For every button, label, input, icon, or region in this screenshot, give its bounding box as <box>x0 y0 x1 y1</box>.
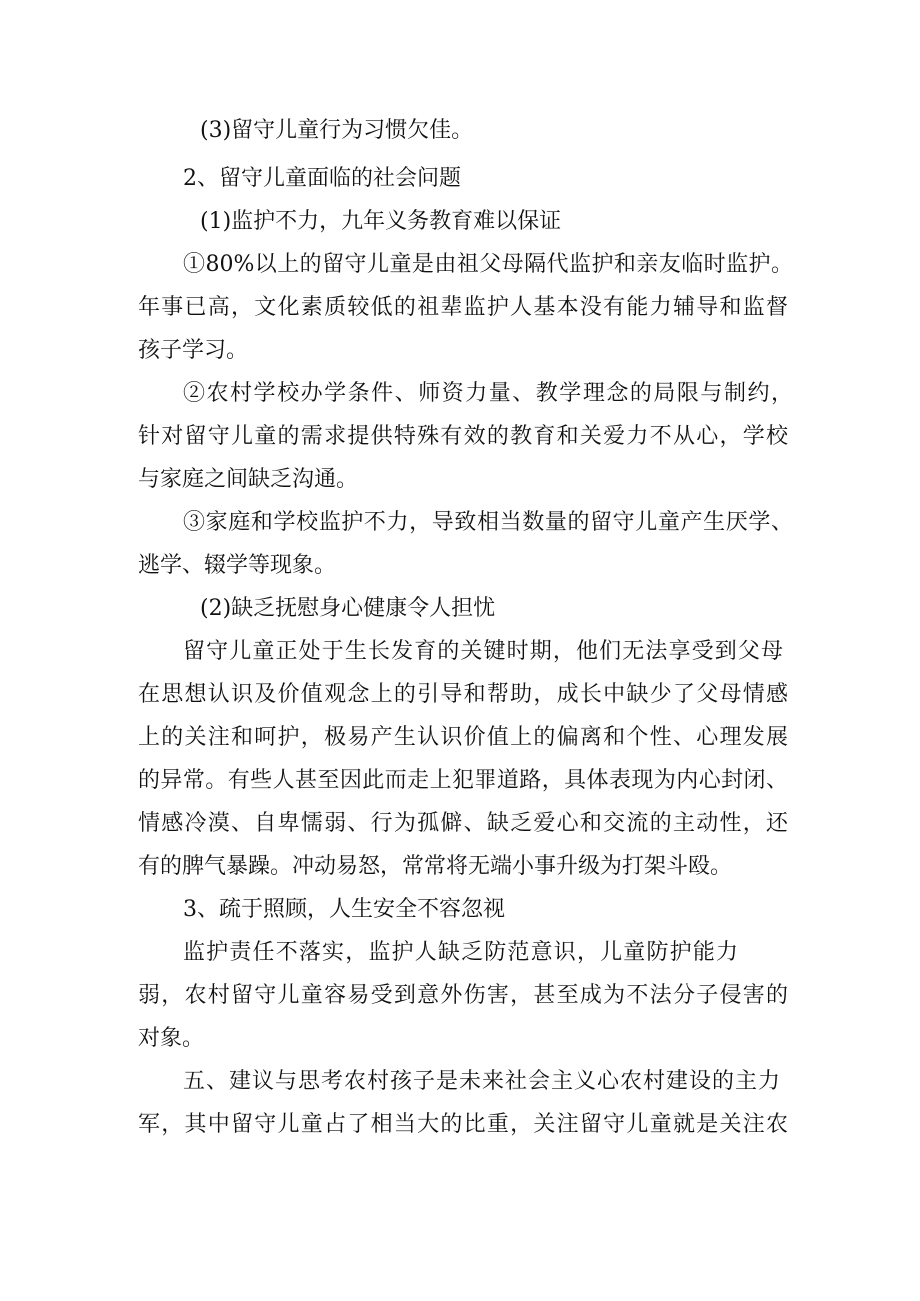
paragraph-line: 有的脾气暴躁。冲动易怒，常常将无端小事升级为打架斗殴。 <box>138 854 733 879</box>
item-3-heading: (3)留守儿童行为习惯欠佳。 <box>200 118 474 143</box>
paragraph-line: 军，其中留守儿童占了相当大的比重，关注留守儿童就是关注农 <box>138 1112 788 1137</box>
paragraph-line: 年事已高，文化素质较低的祖辈监护人基本没有能力辅导和监督 <box>138 295 788 320</box>
paragraph-line: 留守儿童正处于生长发育的关键时期，他们无法享受到父母 <box>183 639 783 664</box>
paragraph-line: ②农村学校办学条件、师资力量、教学理念的局限与制约， <box>183 381 793 406</box>
paragraph-line: ③家庭和学校监护不力，导致相当数量的留守儿童产生厌学、 <box>183 510 793 535</box>
section-3-heading: 3、疏于照顾，人生安全不容忽视 <box>183 897 505 922</box>
paragraph-line: 上的关注和呵护，极易产生认识价值上的偏离和个性、心理发展 <box>138 725 788 750</box>
paragraph-line: 逃学、辍学等现象。 <box>138 553 337 578</box>
paragraph-line: 弱，农村留守儿童容易受到意外伤害，甚至成为不法分子侵害的 <box>138 983 788 1008</box>
paragraph-line: 对象。 <box>138 1026 205 1051</box>
section-2-heading: 2、留守儿童面临的社会问题 <box>183 166 461 191</box>
paragraph-line: 在思想认识及价值观念上的引导和帮助，成长中缺少了父母情感 <box>138 682 788 707</box>
subsection-2-heading: (2)缺乏抚慰身心健康令人担忧 <box>200 596 496 621</box>
paragraph-line: 孩子学习。 <box>138 338 249 363</box>
paragraph-line: 监护责任不落实，监护人缺乏防范意识，儿童防护能力 <box>183 940 738 965</box>
paragraph-line: 与家庭之间缺乏沟通。 <box>138 467 359 492</box>
paragraph-line: 情感冷漠、自卑懦弱、行为孤僻、缺乏爱心和交流的主动性，还 <box>138 811 788 836</box>
paragraph-line: 五、建议与思考农村孩子是未来社会主义心农村建设的主力 <box>183 1069 780 1094</box>
paragraph-line: ①80%以上的留守儿童是由祖父母隔代监护和亲友临时监护。 <box>183 252 793 277</box>
paragraph-line: 针对留守儿童的需求提供特殊有效的教育和关爱力不从心，学校 <box>138 424 788 449</box>
paragraph-line: 的异常。有些人甚至因此而走上犯罪道路，具体表现为内心封闭、 <box>138 768 788 793</box>
subsection-1-heading: (1)监护不力，九年义务教育难以保证 <box>200 209 562 234</box>
